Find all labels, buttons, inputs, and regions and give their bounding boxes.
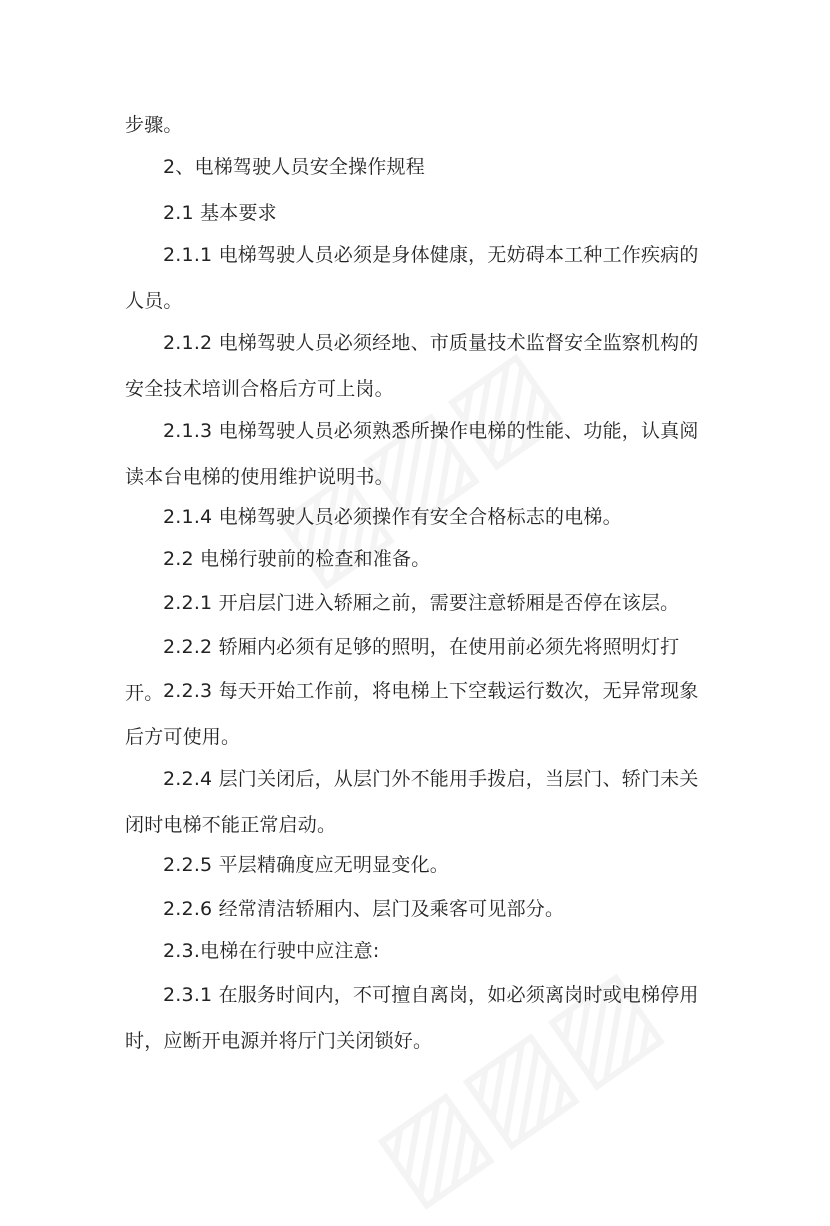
paragraph-continuation: 步骤。 — [125, 114, 183, 136]
clause-2-2-1: 2.2.1 开启层门进入轿厢之前，需要注意轿厢是否停在该层。 — [163, 592, 680, 614]
clause-2-2-6: 2.2.6 经常清洁轿厢内、层门及乘客可见部分。 — [163, 898, 565, 920]
clause-2-2-5: 2.2.5 平层精确度应无明显变化。 — [163, 854, 449, 876]
section-heading-2-2: 2.2 电梯行驶前的检查和准备。 — [163, 548, 431, 570]
section-heading-2: 2、电梯驾驶人员安全操作规程 — [163, 156, 425, 178]
section-heading-2-3: 2.3.电梯在行驶中应注意: — [163, 940, 380, 962]
clause-2-2-4: 2.2.4 层门关闭后，从层门外不能用手拨启，当层门、轿门未关闭时电梯不能正常启动。 — [125, 768, 699, 836]
clause-2-1-2: 2.1.2 电梯驾驶人员必须经地、市质量技术监督安全监察机构的安全技术培训合格后方可上岗。 — [125, 332, 699, 400]
clause-2-2-3: 2.2.3 每天开始工作前，将电梯上下空载运行数次，无异常现象后方可使用。 — [125, 680, 699, 748]
clause-2-1-4: 2.1.4 电梯驾驶人员必须操作有安全合格标志的电梯。 — [163, 506, 622, 528]
clause-2-1-1: 2.1.1 电梯驾驶人员必须是身体健康，无妨碍本工种工作疾病的人员。 — [125, 244, 699, 312]
section-heading-2-1: 2.1 基本要求 — [163, 202, 277, 224]
clause-2-1-3: 2.1.3 电梯驾驶人员必须熟悉所操作电梯的性能、功能，认真阅读本台电梯的使用维护说明书。 — [125, 420, 699, 488]
clause-2-2-2: 2.2.2 轿厢内必须有足够的照明，在使用前必须先将照明灯打开。 — [125, 636, 680, 704]
clause-2-3-1: 2.3.1 在服务时间内，不可擅自离岗，如必须离岗时或电梯停用时，应断开电源并将厅门关闭锁好。 — [125, 984, 699, 1052]
